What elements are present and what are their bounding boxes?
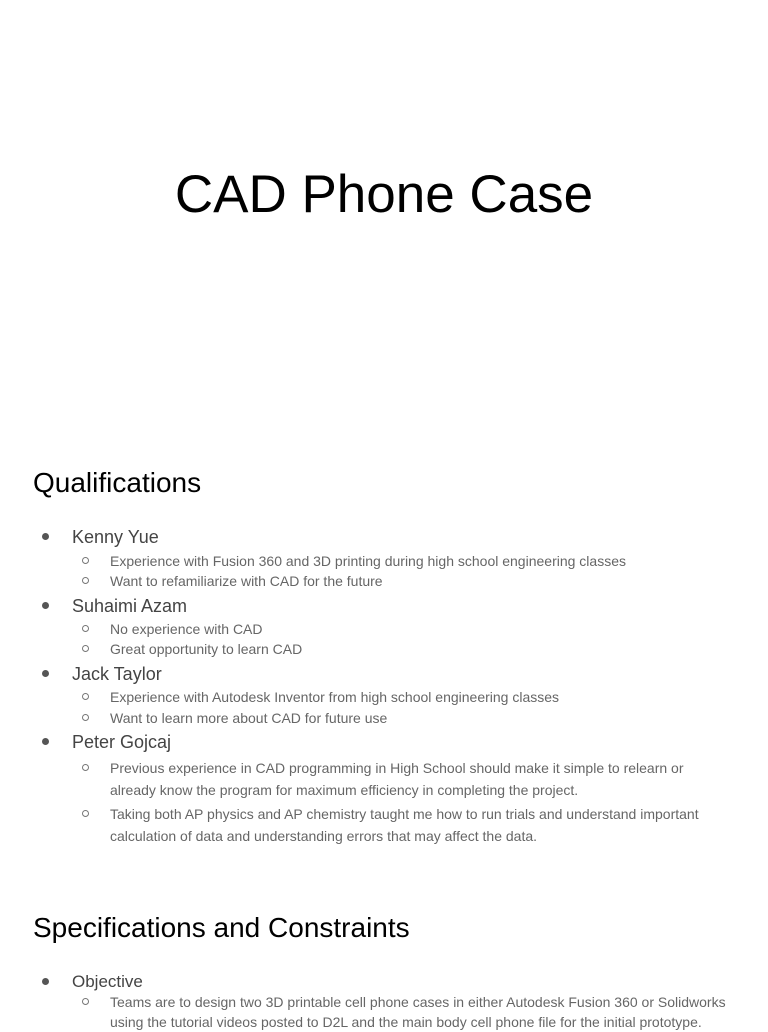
subitem-text: Teams are to design two 3D printable cell phone cases in either Autodesk Fusion 360 or Solidworks using the tutorial videos posted to D2L and the main body cell phone file for the initial prototype. xyxy=(110,994,726,1030)
circle-bullet-icon xyxy=(82,764,89,771)
subitem-text: Want to refamiliarize with CAD for the future xyxy=(110,573,383,589)
circle-bullet-icon xyxy=(82,557,89,564)
subitem-text: Previous experience in CAD programming in High School should make it simple to relearn or already know the program for maximum efficiency in completing the project. xyxy=(110,760,684,798)
list-item-person xyxy=(0,730,768,754)
spec-item-label: Objective xyxy=(72,972,143,991)
person-name: Suhaimi Azam xyxy=(72,596,188,616)
bullet-icon xyxy=(42,602,49,609)
circle-bullet-icon xyxy=(82,577,89,584)
list-item-person xyxy=(0,662,768,686)
subitem-text: Experience with Autodesk Inventor from high school engineering classes xyxy=(110,689,560,705)
circle-bullet-icon xyxy=(82,645,89,652)
circle-bullet-icon xyxy=(82,714,89,721)
person-name: Jack Taylor xyxy=(72,664,162,684)
circle-bullet-icon xyxy=(82,998,89,1005)
section-heading-specifications: Specifications and Constraints xyxy=(33,912,410,943)
list-item-person xyxy=(0,594,768,618)
subitem-text: Experience with Fusion 360 and 3D printing during high school engineering classes xyxy=(110,553,626,569)
circle-bullet-icon xyxy=(82,693,89,700)
document-title: CAD Phone Case xyxy=(174,165,594,224)
subitem-text: Taking both AP physics and AP chemistry taught me how to run trials and understand important calculation of data and understanding errors that may affect the data. xyxy=(110,806,699,844)
subitem-text: No experience with CAD xyxy=(110,621,263,637)
bullet-icon xyxy=(42,670,49,677)
list-item-person xyxy=(0,525,768,549)
circle-bullet-icon xyxy=(82,810,89,817)
person-name: Peter Gojcaj xyxy=(72,732,172,752)
list-item-spec xyxy=(0,970,768,994)
bullet-icon xyxy=(42,978,49,985)
section-heading-qualifications: Qualifications xyxy=(33,467,202,498)
bullet-icon xyxy=(42,533,49,540)
subitem-text: Want to learn more about CAD for future use xyxy=(110,710,388,726)
bullet-icon xyxy=(42,738,49,745)
circle-bullet-icon xyxy=(82,625,89,632)
subitem-text: Great opportunity to learn CAD xyxy=(110,641,303,657)
person-name: Kenny Yue xyxy=(72,527,159,547)
